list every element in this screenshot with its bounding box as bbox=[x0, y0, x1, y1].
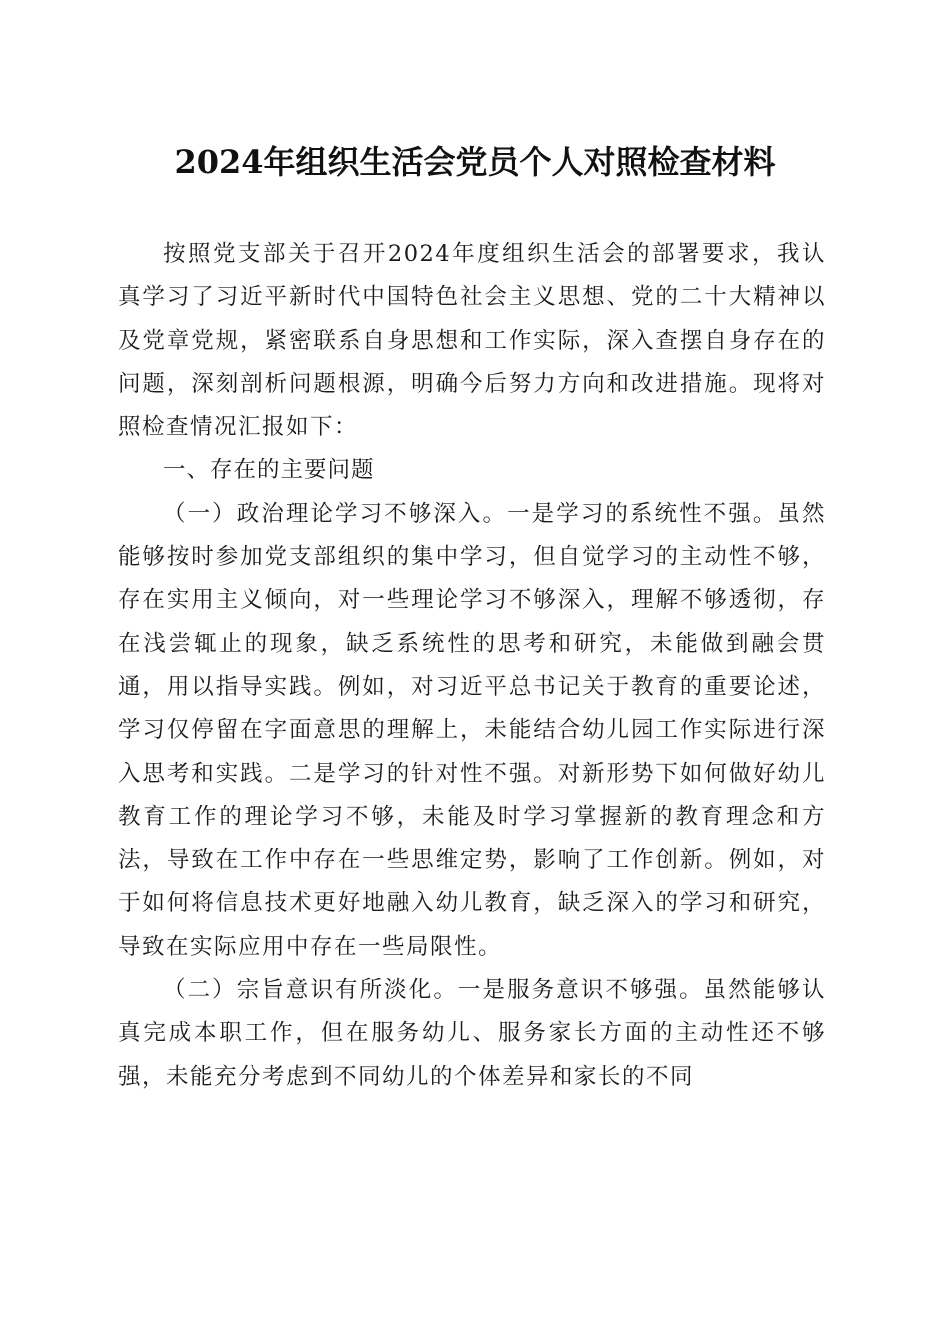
subsection-paragraph-purpose-awareness: （二）宗旨意识有所淡化。一是服务意识不够强。虽然能够认真完成本职工作，但在服务幼儿、服务家长方面的主动性还不够强，未能充分考虑到不同幼儿的个体差异和家长的不同 bbox=[118, 977, 826, 1090]
document-body bbox=[118, 233, 826, 1099]
intro-paragraph: 按照党支部关于召开2024年度组织生活会的部署要求，我认真学习了习近平新时代中国特色社会主义思想、党的二十大精神以及党章党规，紧密联系自身思想和工作实际，深入查摆自身存在的问题，深刻剖析问题根源，明确今后努力方向和改进措施。现将对照检查情况汇报如下： bbox=[118, 241, 826, 441]
document-title: 2024年组织生活会党员个人对照检查材料 bbox=[174, 143, 776, 181]
subsection-paragraph-political-theory: （一）政治理论学习不够深入。一是学习的系统性不强。虽然能够按时参加党支部组织的集中学习，但自觉学习的主动性不够，存在实用主义倾向，对一些理论学习不够深入，理解不够透彻，存在浅尝辄止的现象，缺乏系统性的思考和研究，未能做到融会贯通，用以指导实践。例如，对习近平总书记关于教育的重要论述，学习仅停留在字面意思的理解上，未能结合幼儿园工作实际进行深入思考和实践。二是学习的针对性不强。对新形势下如何做好幼儿教育工作的理论学习不够，未能及时学习掌握新的教育理念和方法，导致在工作中存在一些思维定势，影响了工作创新。例如，对于如何将信息技术更好地融入幼儿教育，缺乏深入的学习和研究，导致在实际应用中存在一些局限性。 bbox=[118, 500, 826, 960]
section-heading-main-problems: 一、存在的主要问题 bbox=[163, 457, 375, 484]
